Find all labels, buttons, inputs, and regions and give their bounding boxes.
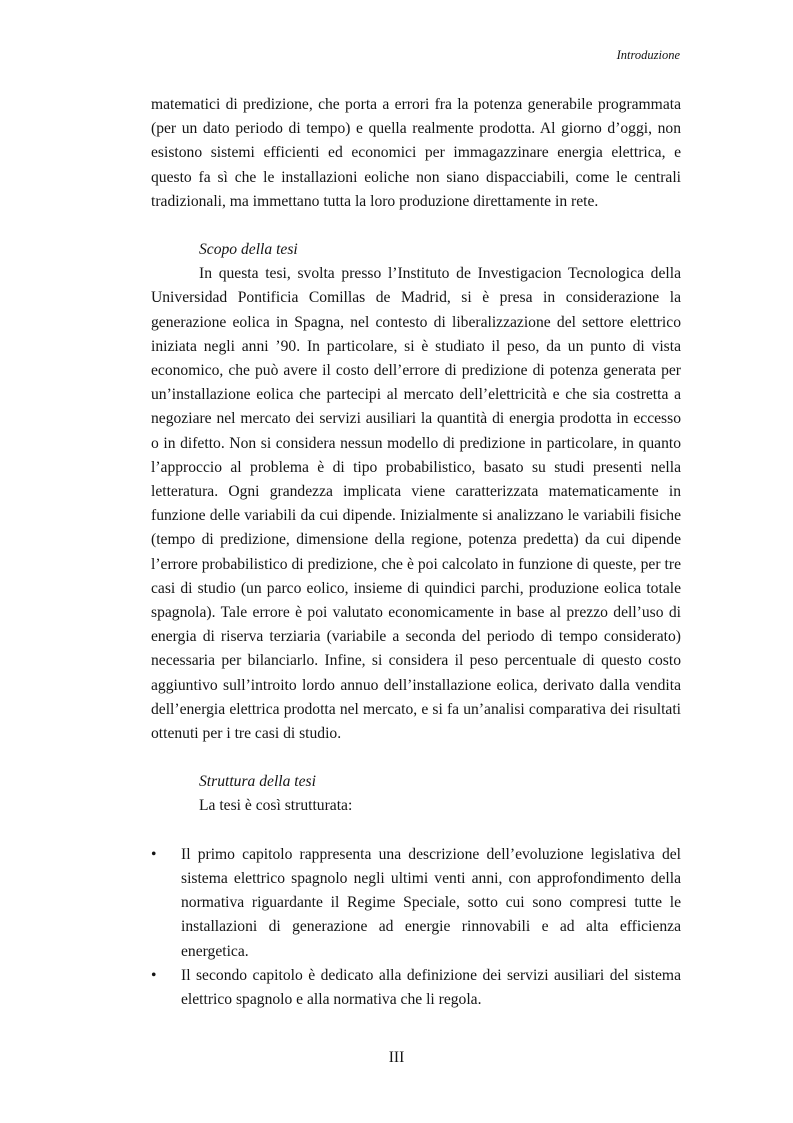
- section-title-scope: Scopo della tesi: [199, 241, 298, 259]
- bullet-icon: •: [151, 845, 157, 863]
- intro-paragraph: matematici di predizione, che porta a errori fra la potenza generabile programmata (per un dato periodo di tempo) e quella realmente prodotta. Al giorno d’oggi, non esistono sistemi efficienti ed economici per immagazzinare energia elettrica, e questo fa sì che le installazioni eoliche non siano dispacciabili, come le centrali tradizionali, ma immettano tutta la loro produzione direttamente in rete.: [151, 96, 681, 210]
- page-body: [151, 93, 681, 1012]
- bullet-icon: •: [151, 966, 157, 984]
- list-item-text: Il primo capitolo rappresenta una descrizione dell’evoluzione legislativa del sistema elettrico spagnolo negli ultimi venti anni, con approfondimento della normativa riguardante il Regime Speciale, sotto cui sono compresi tutte le installazioni di generazione ad energie rinnovabili e ad alta efficienza energetica.: [181, 845, 681, 960]
- chapter-list: [151, 843, 681, 1012]
- spacer: [151, 746, 681, 770]
- section-title-structure: Struttura della tesi: [199, 773, 316, 791]
- running-header: Introduzione: [616, 48, 680, 62]
- spacer: [151, 214, 681, 238]
- list-item-text: Il secondo capitolo è dedicato alla definizione dei servizi ausiliari del sistema elettrico spagnolo e alla normativa che li regola.: [181, 966, 681, 1008]
- list-item: [151, 843, 681, 964]
- page-number: III: [388, 1049, 405, 1066]
- structure-intro: La tesi è così strutturata:: [199, 797, 353, 815]
- list-item: [151, 964, 681, 1012]
- scope-paragraph: In questa tesi, svolta presso l’Instituto de Investigacion Tecnologica della Universidad Pontificia Comillas de Madrid, si è presa in considerazione la generazione eolica in Spagna, nel contesto di liberalizzazione del settore elettrico iniziata negli anni ’90. In particolare, si è studiato il peso, da un punto di vista economico, che può avere il costo dell’errore di predizione di potenza generata per un’installazione eolica che partecipi al mercato dell’elettricità e che sia costretta a negoziare nel mercato dei servizi ausiliari la quantità di energia prodotta in eccesso o in difetto. Non si considera nessun modello di predizione in particolare, in quanto l’approccio al problema è di tipo probabilistico, basato su studi presenti nella letteratura. Ogni grandezza implicata viene caratterizzata matematicamente in funzione delle variabili da cui dipende. Inizialmente si analizzano le variabili fisiche (tempo di predizione, dimensione della regione, potenza predetta) da cui dipende l’errore probabilistico di predizione, che è poi calcolato in funzione di queste, per tre casi di studio (un parco eolico, insieme di quindici parchi, produzione eolica totale spagnola). Tale errore è poi valutato economicamente in base al prezzo dell’uso di energia di riserva terziaria (variabile a seconda del periodo di tempo considerato) necessaria per bilanciarlo. Infine, si considera il peso percentuale di questo costo aggiuntivo sull’introito lordo annuo dell’installazione eolica, derivato dalla vendita dell’energia elettrica prodotta nel mercato, e si fa un’analisi comparativa dei risultati ottenuti per i tre casi di studio.: [151, 265, 681, 743]
- spacer: [151, 819, 681, 843]
